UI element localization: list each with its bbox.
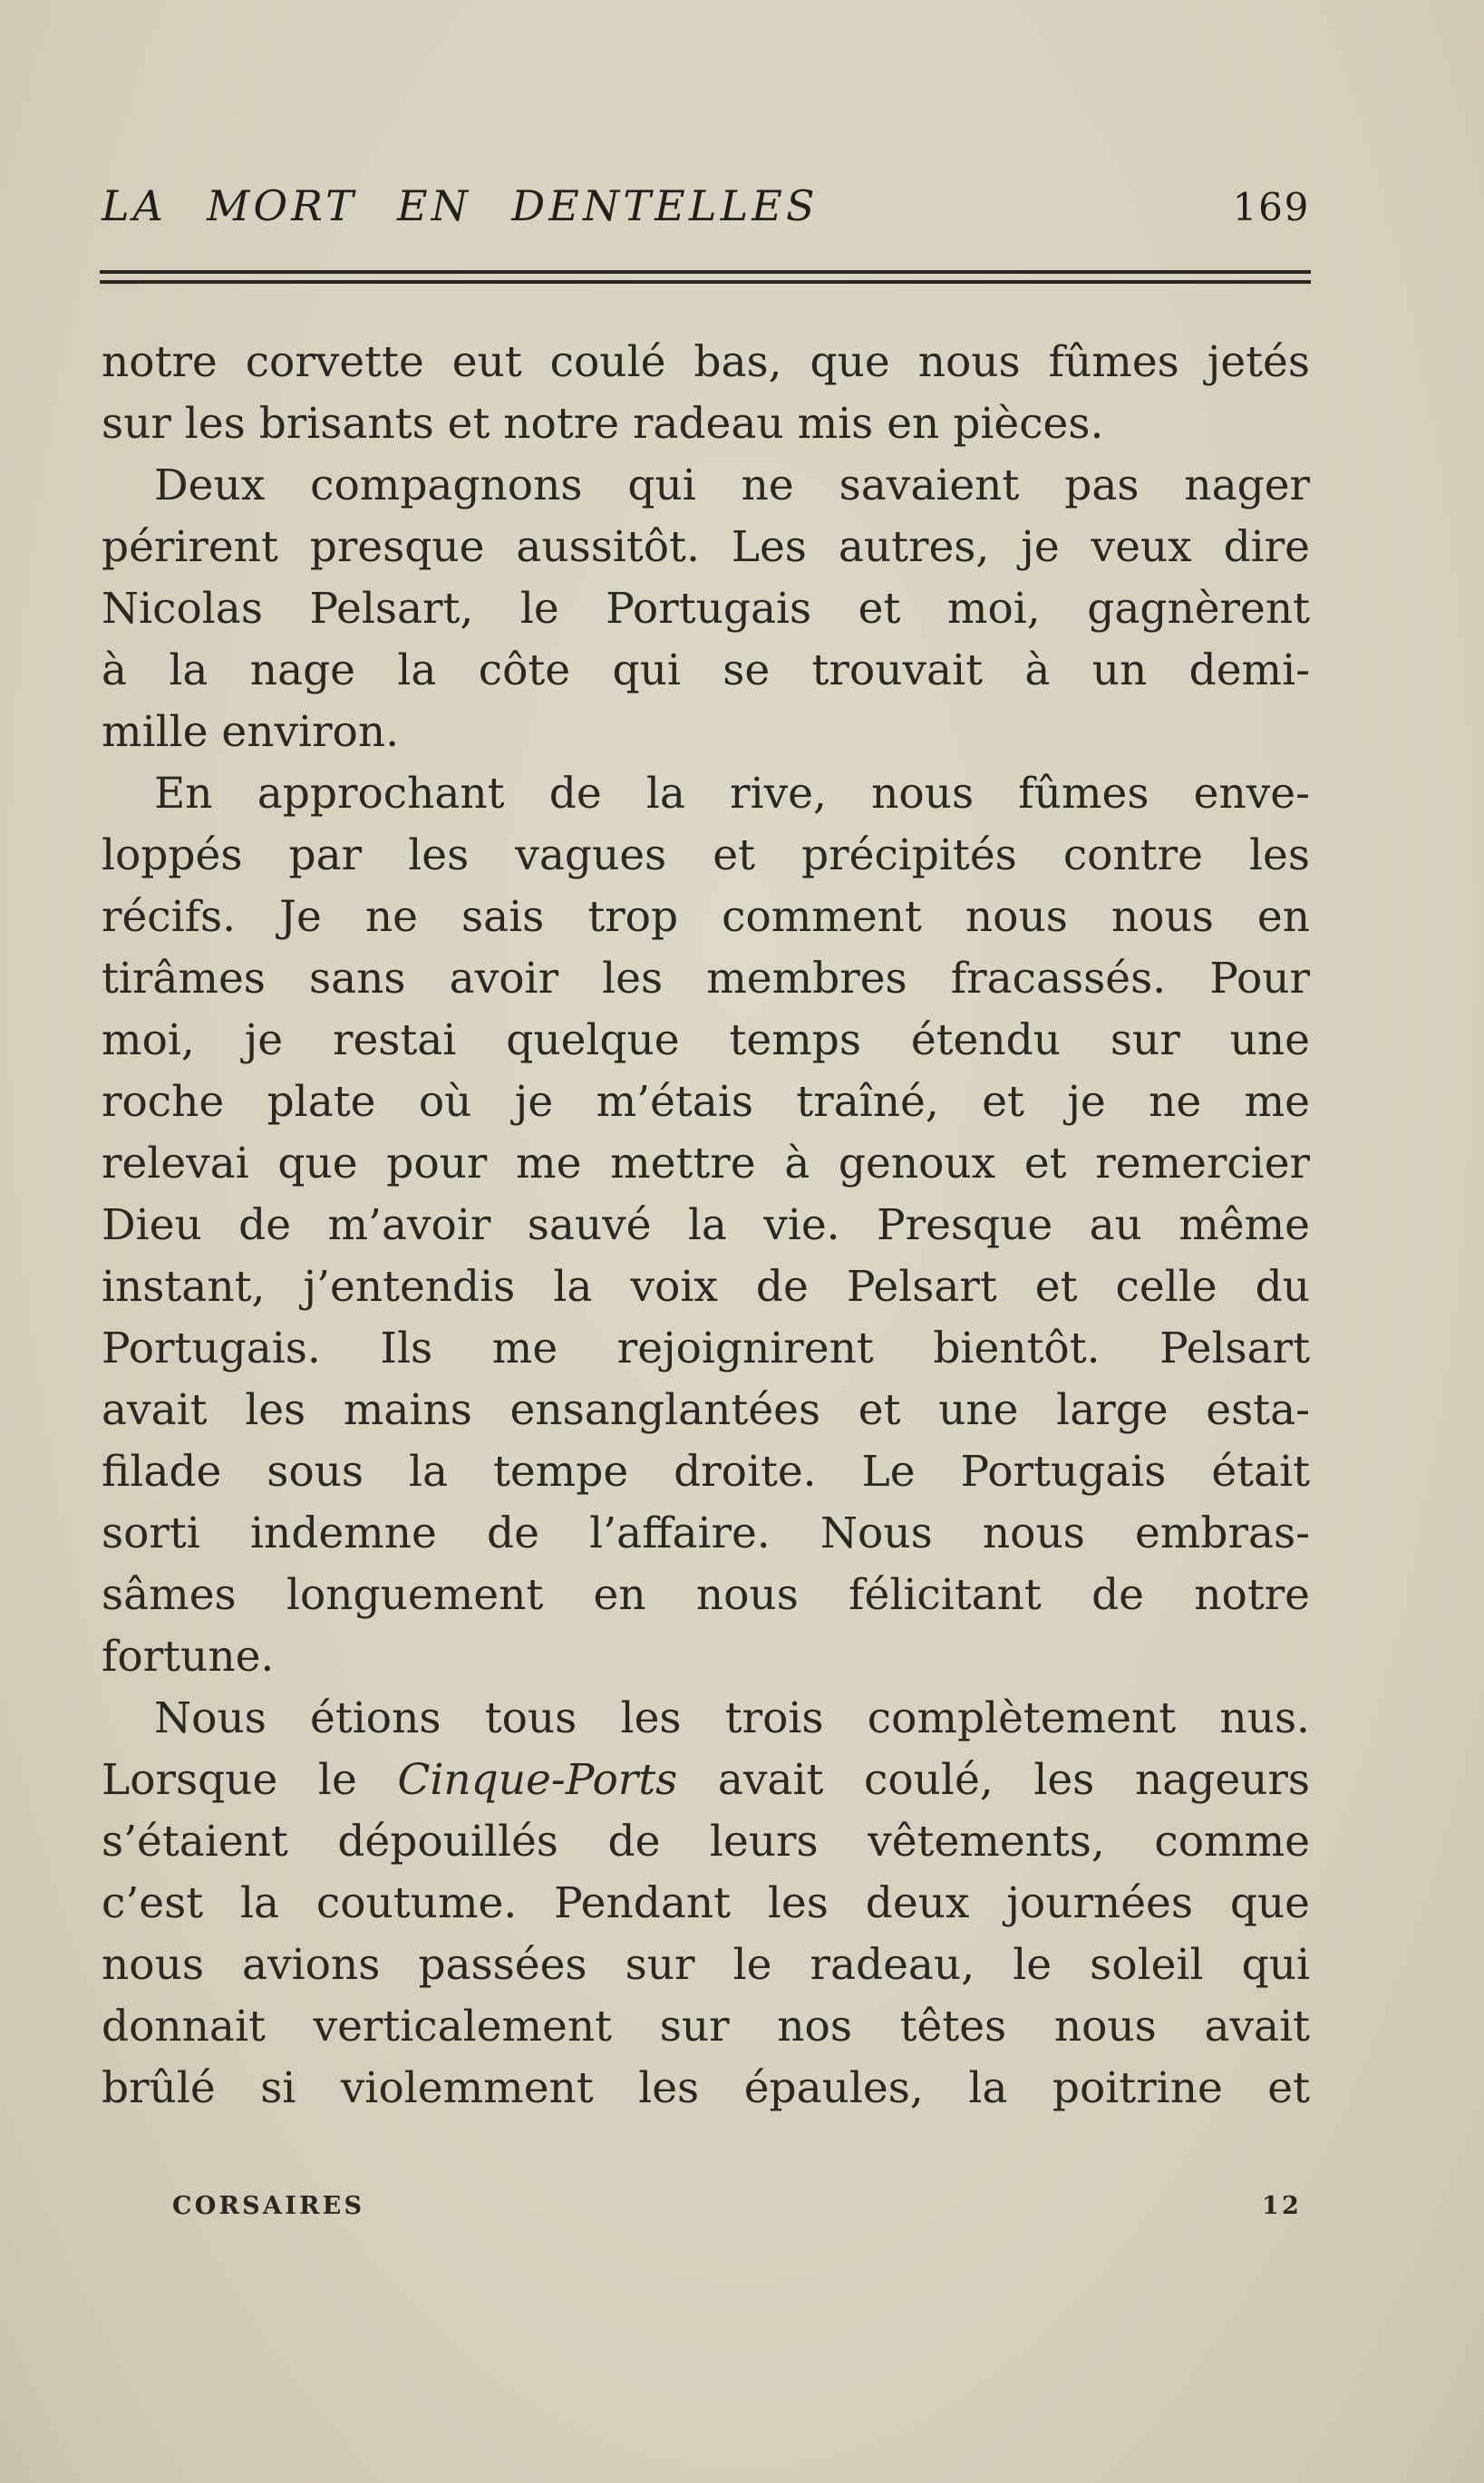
- text-segment: tirâmes sans avoir les membres fracassés. Pour: [102, 954, 1310, 1004]
- text-line: [102, 1010, 1310, 1072]
- text-line: [102, 1503, 1310, 1565]
- text-segment: filade sous la tempe droite. Le Portugais était: [102, 1447, 1310, 1497]
- text-segment: s’étaient dépouillés de leurs vêtements, comme: [102, 1817, 1310, 1867]
- text-line: [102, 825, 1310, 887]
- text-line: [102, 1688, 1310, 1750]
- text-segment: sâmes longuement en nous félicitant de notre: [102, 1570, 1310, 1620]
- text-line: [102, 1256, 1310, 1318]
- text-line: [102, 1935, 1310, 1996]
- text-line: [102, 887, 1310, 948]
- text-line: [102, 1318, 1310, 1380]
- page-footer: [102, 2192, 1310, 2228]
- running-title: LA MORT EN DENTELLES: [102, 181, 819, 230]
- italic-text-segment: Cinque-Ports: [397, 1755, 678, 1805]
- text-segment: c’est la coutume. Pendant les deux journées que: [102, 1878, 1310, 1928]
- text-segment: Nicolas Pelsart, le Portugais et moi, gagnèrent: [102, 584, 1310, 634]
- text-segment: Lorsque le: [102, 1755, 398, 1805]
- text-line: [102, 948, 1310, 1010]
- text-line: [102, 1441, 1310, 1503]
- text-segment: sur les brisants et notre radeau mis en pièces.: [102, 399, 1104, 449]
- footer-signature: CORSAIRES: [172, 2192, 365, 2220]
- text-line: [102, 1565, 1310, 1626]
- page-body: [102, 332, 1310, 2119]
- text-line: [102, 1626, 1310, 1688]
- text-line: [102, 640, 1310, 702]
- text-segment: moi, je restai quelque temps étendu sur une: [102, 1015, 1310, 1065]
- paragraph: [102, 455, 1310, 763]
- text-segment: instant, j’entendis la voix de Pelsart et celle du: [102, 1262, 1310, 1312]
- text-line: [102, 1380, 1310, 1441]
- text-segment: Nous étions tous les trois complètement nus.: [154, 1693, 1310, 1743]
- paragraph: [102, 1688, 1310, 2119]
- text-segment: notre corvette eut coulé bas, que nous fûmes jetés: [102, 337, 1310, 387]
- text-segment: Portugais. Ils me rejoignirent bientôt. Pelsart: [102, 1324, 1310, 1373]
- text-line: [102, 578, 1310, 640]
- running-head: [102, 181, 1310, 230]
- page-number: 169: [1232, 185, 1310, 229]
- text-line: [102, 1996, 1310, 2058]
- text-line: [102, 332, 1310, 393]
- text-line: [102, 455, 1310, 517]
- text-line: [102, 1873, 1310, 1935]
- text-line: [102, 2058, 1310, 2119]
- text-line: [102, 1133, 1310, 1195]
- text-line: [102, 1072, 1310, 1133]
- text-segment: mille environ.: [102, 707, 400, 757]
- text-segment: périrent presque aussitôt. Les autres, je veux dire: [102, 522, 1310, 572]
- text-segment: sorti indemne de l’affaire. Nous nous embras-: [102, 1508, 1310, 1558]
- footer-sheet-mark: 12: [1262, 2192, 1303, 2220]
- paragraph: [102, 763, 1310, 1688]
- text-line: [102, 1811, 1310, 1873]
- text-segment: roche plate où je m’étais traîné, et je ne me: [102, 1077, 1310, 1127]
- text-segment: fortune.: [102, 1632, 275, 1682]
- text-segment: loppés par les vagues et précipités contre les: [102, 830, 1310, 880]
- paragraph: [102, 332, 1310, 455]
- text-segment: En approchant de la rive, nous fûmes enve-: [154, 769, 1310, 819]
- text-line: [102, 393, 1310, 455]
- text-line: [102, 1750, 1310, 1811]
- text-segment: relevai que pour me mettre à genoux et remercier: [102, 1139, 1310, 1188]
- text-segment: avait les mains ensanglantées et une large esta-: [102, 1385, 1310, 1435]
- text-line: [102, 1195, 1310, 1256]
- text-line: [102, 763, 1310, 825]
- text-segment: avait coulé, les nageurs: [677, 1755, 1310, 1805]
- text-segment: récifs. Je ne sais trop comment nous nous en: [102, 892, 1310, 942]
- text-segment: donnait verticalement sur nos têtes nous avait: [102, 2002, 1310, 2051]
- double-rule-divider: [100, 270, 1311, 284]
- text-segment: brûlé si violemment les épaules, la poitrine et: [102, 2063, 1310, 2113]
- text-line: [102, 702, 1310, 763]
- text-segment: nous avions passées sur le radeau, le soleil qui: [102, 1940, 1310, 1990]
- text-line: [102, 517, 1310, 578]
- text-segment: Dieu de m’avoir sauvé la vie. Presque au même: [102, 1200, 1310, 1250]
- text-segment: Deux compagnons qui ne savaient pas nager: [154, 461, 1310, 510]
- text-segment: à la nage la côte qui se trouvait à un demi-: [102, 645, 1310, 695]
